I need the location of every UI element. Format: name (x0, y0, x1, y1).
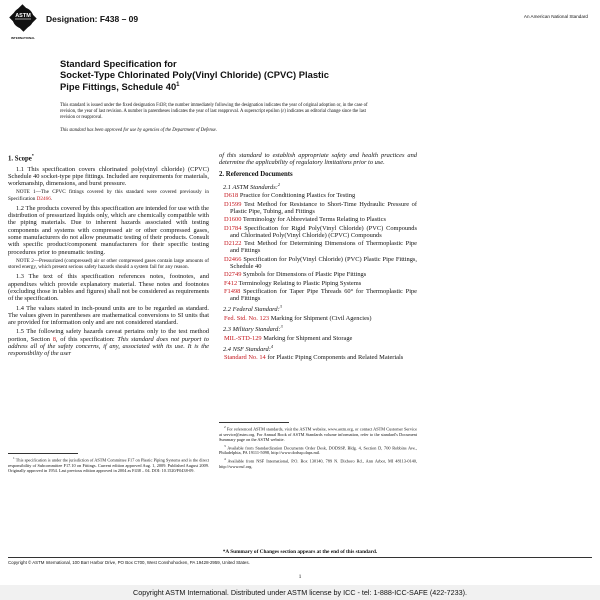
military-reference-code[interactable]: MIL-STD-129 (224, 334, 262, 342)
safety-caveat-text: This standard does not purport to address all of the safety concerns, if any, associated with its use. It is the responsibility of the user (8, 335, 209, 358)
paragraph-1-3: 1.3 The text of this specification references notes, footnotes, and appendixes which provide explanatory material. These notes and footnotes (excluding those in tables and figures) shall not be considered as requirements of the specification. (8, 273, 209, 303)
summary-of-changes-note: *A Summary of Changes section appears at the end of this standard. (222, 549, 378, 555)
astm-reference-code[interactable]: D2122 (224, 240, 242, 248)
military-reference-title: Marking for Shipment and Storage (263, 334, 353, 342)
federal-standard-label: 2.2 Federal Standard: (223, 306, 280, 314)
astm-reference-code[interactable]: D1784 (224, 224, 242, 232)
astm-reference-title: Terminology for Abbreviated Terms Relating to Plastics (242, 216, 386, 224)
astm-reference-item (219, 192, 417, 199)
note-1-end: . (50, 195, 53, 202)
footnote-rule-right (219, 422, 289, 423)
paragraph-1-5-mid: , of this specification: (55, 335, 118, 343)
footnote-2 (219, 425, 417, 443)
astm-reference-item (219, 225, 417, 240)
scope-heading (8, 152, 209, 163)
title-line-2: Socket-Type Chlorinated Poly(Vinyl Chloride) (CPVC) Plastic (60, 69, 329, 80)
astm-reference-title: Test Method for Resistance to Short-Time Hydraulic Pressure of Plastic Pipe, Tubing, and Fittings (230, 200, 417, 215)
federal-standard-subheading (219, 303, 417, 313)
footnotes-right (219, 425, 417, 470)
nsf-reference-title: for Plastic Piping Components and Related Materials (267, 354, 404, 362)
right-column (219, 152, 417, 363)
footnote-2-mark: 2 (224, 425, 226, 429)
license-footer-bar: Copyright ASTM International. Distributed under ASTM license by ICC - tel: 1-888-ICC-SAFE (422-7233). (0, 585, 600, 600)
astm-reference-item (219, 256, 417, 271)
astm-reference-item (219, 288, 417, 303)
svg-text:ASTM: ASTM (15, 13, 31, 19)
nsf-standard-subheading (219, 343, 417, 353)
nsf-standard-label: 2.4 NSF Standard: (223, 346, 271, 354)
astm-logo (8, 4, 38, 42)
link-d2466[interactable]: D2466 (36, 195, 51, 202)
paragraph-1-1: 1.1 This specification covers chlorinated poly(vinyl chloride) (CPVC) Schedule 40 socket-type pipe fittings. Included are requirements for materials, workmanship, dimensions, and burst pressure. (8, 165, 209, 188)
astm-reference-item (219, 201, 417, 216)
bottom-rule (8, 557, 592, 558)
footnote-3-text: Available from Standardization Documents Order Desk, DODSSP, Bldg. 4, Section D, 700 Robbins Ave., Philadelphia, PA 19111-5098, http://www.dodssp.daps.mil. (219, 445, 417, 456)
federal-reference-title: Marking for Shipment (Civil Agencies) (270, 314, 372, 322)
astm-reference-title: Terminology Relating to Plastic Piping Systems (238, 279, 362, 287)
title-line-3 (60, 80, 440, 92)
scope-heading-mark: * (31, 153, 35, 158)
nsf-reference (219, 354, 417, 361)
paragraph-1-5-text: 1.5 The following safety hazards caveat pertains only to the test method portion, Section (8, 328, 209, 343)
page-number: 1 (298, 574, 302, 580)
astm-reference-item (219, 216, 417, 223)
note-2: NOTE 2—Pressurized (compressed) air or other compressed gases contain large amounts of stored energy, which present serious safety hazards should a system fail for any reason. (8, 257, 209, 271)
astm-reference-title: Test Method for Determining Dimensions of Thermoplastic Pipe and Fittings (230, 240, 417, 255)
footnote-4-mark: 4 (224, 456, 226, 461)
astm-reference-code[interactable]: D618 (224, 192, 239, 200)
link-section-8[interactable]: 8 (52, 335, 56, 343)
astm-reference-item (219, 271, 417, 278)
referenced-documents-heading: 2. Referenced Documents (219, 170, 293, 178)
footnote-4 (219, 457, 417, 469)
issuance-note: This standard is issued under the fixed designation F438; the number immediately following the designation indicates the year of original adoption or, in the case of revision, the year of last revision. A number in parentheses indicates the year of last reapproval. A superscript epsilon (ε) indicates an editorial change since the last revision or reapproval. (60, 103, 368, 121)
designation: Designation: F438 – 09 (46, 14, 139, 24)
federal-standard-mark: 3 (279, 304, 282, 310)
footnote-3 (219, 444, 417, 456)
paragraph-1-2: 1.2 The products covered by this specification are intended for use with the distribution of pressurized liquids only, which are chemically compatible with the piping materials. Due to inherent hazards associated with testing components and systems with compressed air or other compressed gases, some manufacturers do not allow pneumatic testing of their products. Consult with specific product/component manufacturers for their specific testing procedures prior to pneumatic testing. (8, 204, 209, 256)
astm-reference-code[interactable]: F412 (224, 279, 238, 287)
scope-heading-text: 1. Scope (8, 155, 32, 163)
astm-reference-item (219, 240, 417, 255)
astm-standards-label: 2.1 ASTM Standards: (223, 184, 278, 192)
svg-text:INTERNATIONAL: INTERNATIONAL (10, 36, 36, 40)
note-1-text: NOTE 1—The CPVC fittings covered by this standard were covered previously in Specification (8, 189, 209, 202)
nsf-standard-mark: 4 (270, 343, 274, 349)
astm-reference-code[interactable]: D2466 (224, 255, 242, 263)
copyright-line: Copyright © ASTM International, 100 Barr Harbor Drive, PO Box C700, West Conshohocken, PA 19428-2959, United States. (8, 560, 250, 565)
astm-reference-code[interactable]: F1498 (224, 287, 241, 295)
astm-standards-mark: 2 (277, 181, 281, 187)
title-line-3-text: Pipe Fittings, Schedule 40 (60, 81, 177, 93)
american-national-standard-label: An American National Standard (523, 14, 588, 19)
astm-reference-code[interactable]: D1599 (224, 200, 242, 208)
military-reference (219, 335, 417, 342)
military-standard-mark: 3 (280, 324, 283, 330)
astm-reference-title: Symbols for Dimensions of Plastic Pipe Fittings (243, 271, 367, 279)
military-standard-subheading (219, 323, 417, 333)
note-1 (8, 189, 209, 201)
title-footnote-mark: 1 (176, 82, 180, 88)
astm-reference-title: Specification for Poly(Vinyl Chloride) (PVC) Plastic Pipe Fittings, Schedule 40 (230, 255, 417, 270)
astm-reference-code[interactable]: D1600 (224, 216, 242, 224)
footnote-1-para (8, 456, 209, 474)
footnote-rule-left (8, 453, 78, 454)
federal-reference-code[interactable]: Fed. Std. No. 123 (224, 314, 270, 322)
approval-note: This standard has been approved for use by agencies of the Department of Defense. (60, 128, 217, 133)
footnote-1 (8, 456, 209, 475)
astm-standards-subheading (219, 181, 417, 191)
footnote-2-text: For referenced ASTM standards, visit the ASTM website, www.astm.org, or contact ASTM Customer Service at service@astm.org. For Annual Book of ASTM Standards volume information, refer to the standard's Document Summary page on the ASTM website. (219, 426, 417, 443)
standard-title (60, 58, 440, 92)
astm-reference-title: Specification for Rigid Poly(Vinyl Chloride) (PVC) Compounds and Chlorinated Poly(Vinyl Chloride) (CPVC) Compounds (230, 224, 417, 239)
astm-reference-list (219, 192, 417, 302)
astm-reference-title: Practice for Conditioning Plastics for Testing (239, 192, 356, 200)
footnote-4-text: Available from NSF International, P.O. Box 130140, 789 N. Dixboro Rd., Ann Arbor, MI 48113-0140, http://www.nsf.org. (219, 458, 417, 469)
title-line-1: Standard Specification for (60, 58, 177, 69)
footnote-1-mark: 1 (13, 456, 15, 460)
footnote-1-text: This specification is under the jurisdiction of ASTM Committee F17 on Plastic Piping Systems and is the direct responsibility of Subcommittee F17.10 on Fittings. Current edition approved Aug. 1, 2009. Published August 2009. Originally approved in 1954. Last previous edition approved in 2004 as F438 – 04. DOI: 10.1520/F0438-09. (8, 457, 210, 474)
astm-reference-code[interactable]: D2749 (224, 271, 242, 279)
astm-reference-item (219, 280, 417, 287)
nsf-reference-code[interactable]: Standard No. 14 (224, 354, 266, 362)
federal-reference (219, 315, 417, 322)
military-standard-label: 2.3 Military Standard: (223, 326, 281, 334)
astm-reference-title: Specification for Taper Pipe Threads 60° for Thermoplastic Pipe and Fittings (230, 287, 418, 303)
left-column (8, 152, 209, 360)
paragraph-1-4: 1.4 The values stated in inch-pound units are to be regarded as standard. The values given in parentheses are mathematical conversions to SI units that are provided for information only and are not considered standard. (8, 304, 209, 327)
footnote-3-mark: 3 (224, 443, 226, 448)
paragraph-1-5 (8, 328, 209, 357)
safety-caveat-continued: of this standard to establish appropriate safety and health practices and determine the applicability of regulatory limitations prior to use. (219, 152, 417, 167)
